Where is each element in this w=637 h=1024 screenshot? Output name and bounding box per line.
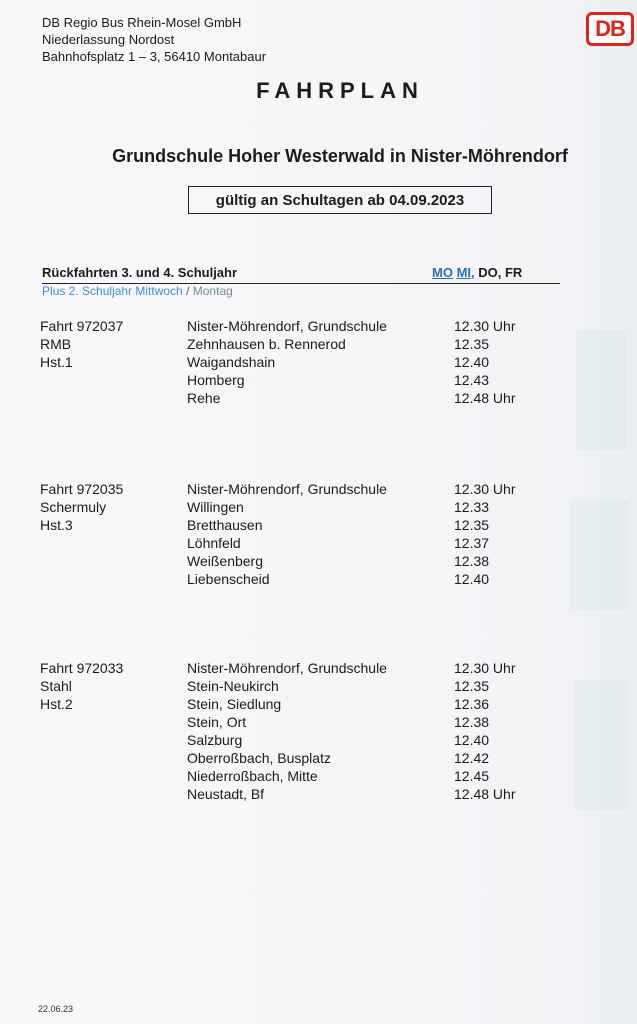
- stop-name: Liebenscheid: [187, 571, 270, 587]
- stop-row: [187, 659, 557, 677]
- scan-artifact: [574, 680, 628, 810]
- section-header: [42, 265, 560, 284]
- stop-row: [187, 516, 557, 534]
- stop-name: Zehnhausen b. Rennerod: [187, 336, 346, 352]
- trip-stop-ref: Hst.2: [40, 696, 73, 712]
- db-logo: [586, 12, 634, 46]
- stop-list: [187, 480, 557, 588]
- stop-name: Oberroßbach, Busplatz: [187, 750, 331, 766]
- stop-list: [187, 659, 557, 803]
- validity-box: [188, 186, 492, 214]
- stop-name: Nister-Möhrendorf, Grundschule: [187, 481, 387, 497]
- company-name: DB Regio Bus Rhein-Mosel GmbH: [42, 15, 242, 30]
- stop-row: [187, 353, 557, 371]
- trip-number: Fahrt 972037: [40, 318, 124, 334]
- plus-note-separator: /: [186, 284, 190, 298]
- stop-name: Salzburg: [187, 732, 243, 748]
- plus-note-text: Plus 2. Schuljahr Mittwoch: [42, 284, 183, 298]
- stop-time: 12.38: [454, 714, 490, 730]
- stop-row: [187, 713, 557, 731]
- stop-name: Niederroßbach, Mitte: [187, 768, 318, 784]
- scan-artifact: [576, 330, 626, 450]
- trip-number: Fahrt 972033: [40, 660, 124, 676]
- plus-note-alt: Montag: [192, 284, 233, 298]
- stop-row: [187, 695, 557, 713]
- stop-time: 12.30 Uhr: [454, 318, 516, 334]
- stop-time: 12.48 Uhr: [454, 786, 516, 802]
- trip-info: [40, 659, 123, 713]
- stop-row: [187, 767, 557, 785]
- stop-time: 12.35: [454, 336, 490, 352]
- stop-name: Stein, Siedlung: [187, 696, 282, 712]
- stop-time: 12.36: [454, 696, 490, 712]
- section-label: Rückfahrten 3. und 4. Schuljahr: [42, 265, 238, 280]
- trip-operator: Stahl: [40, 678, 72, 694]
- stop-time: 12.38: [454, 553, 490, 569]
- validity-text: gültig an Schultagen ab 04.09.2023: [215, 191, 465, 209]
- trip-operator: Schermuly: [40, 499, 107, 515]
- plus-note: [42, 284, 233, 298]
- stop-row: [187, 498, 557, 516]
- stop-time: 12.40: [454, 354, 490, 370]
- trip-stop-ref: Hst.3: [40, 517, 73, 533]
- day-mi: MI,: [456, 265, 475, 280]
- stop-name: Nister-Möhrendorf, Grundschule: [187, 660, 387, 676]
- stop-time: 12.30 Uhr: [454, 481, 516, 497]
- stop-time: 12.30 Uhr: [454, 660, 516, 676]
- trip-info: [40, 317, 123, 371]
- stop-row: [187, 785, 557, 803]
- stop-time: 12.35: [454, 678, 490, 694]
- stop-row: [187, 570, 557, 588]
- stop-name: Nister-Möhrendorf, Grundschule: [187, 318, 387, 334]
- stop-row: [187, 317, 557, 335]
- db-logo-text: DB: [595, 16, 625, 41]
- trip-number: Fahrt 972035: [40, 481, 124, 497]
- stop-name: Willingen: [187, 499, 244, 515]
- trip-stop-ref: Hst.1: [40, 354, 73, 370]
- stop-time: 12.40: [454, 732, 490, 748]
- stop-row: [187, 677, 557, 695]
- stop-time: 12.40: [454, 571, 490, 587]
- stop-row: [187, 335, 557, 353]
- company-address: [42, 14, 266, 65]
- stop-row: [187, 371, 557, 389]
- stop-name: Stein, Ort: [187, 714, 247, 730]
- stop-time: 12.45: [454, 768, 490, 784]
- company-street: Bahnhofsplatz 1 – 3, 56410 Montabaur: [42, 49, 267, 64]
- stop-row: [187, 534, 557, 552]
- stop-name: Bretthausen: [187, 517, 263, 533]
- operating-days: [432, 265, 522, 280]
- stop-list: [187, 317, 557, 407]
- stop-row: [187, 552, 557, 570]
- stop-name: Löhnfeld: [187, 535, 241, 551]
- trip-info: [40, 480, 123, 534]
- stop-name: Neustadt, Bf: [187, 786, 265, 802]
- stop-row: [187, 731, 557, 749]
- stop-name: Waigandshain: [187, 354, 276, 370]
- company-branch: Niederlassung Nordost: [42, 32, 175, 47]
- school-heading: Grundschule Hoher Westerwald in Nister-Möhrendorf: [112, 146, 568, 166]
- stop-name: Homberg: [187, 372, 245, 388]
- stop-time: 12.37: [454, 535, 490, 551]
- stop-row: [187, 749, 557, 767]
- day-do-fr: DO, FR: [478, 265, 523, 280]
- stop-row: [187, 480, 557, 498]
- scan-artifact: [570, 500, 628, 610]
- day-mo: MO: [432, 265, 453, 280]
- stop-name: Stein-Neukirch: [187, 678, 279, 694]
- print-date: 22.06.23: [38, 1004, 74, 1014]
- stop-name: Weißenberg: [187, 553, 264, 569]
- stop-time: 12.43: [454, 372, 490, 388]
- page-title: FAHRPLAN: [256, 78, 424, 103]
- stop-time: 12.33: [454, 499, 490, 515]
- stop-time: 12.48 Uhr: [454, 390, 516, 406]
- stop-time: 12.42: [454, 750, 490, 766]
- stop-time: 12.35: [454, 517, 490, 533]
- stop-name: Rehe: [187, 390, 221, 406]
- stop-row: [187, 389, 557, 407]
- trip-operator: RMB: [40, 336, 72, 352]
